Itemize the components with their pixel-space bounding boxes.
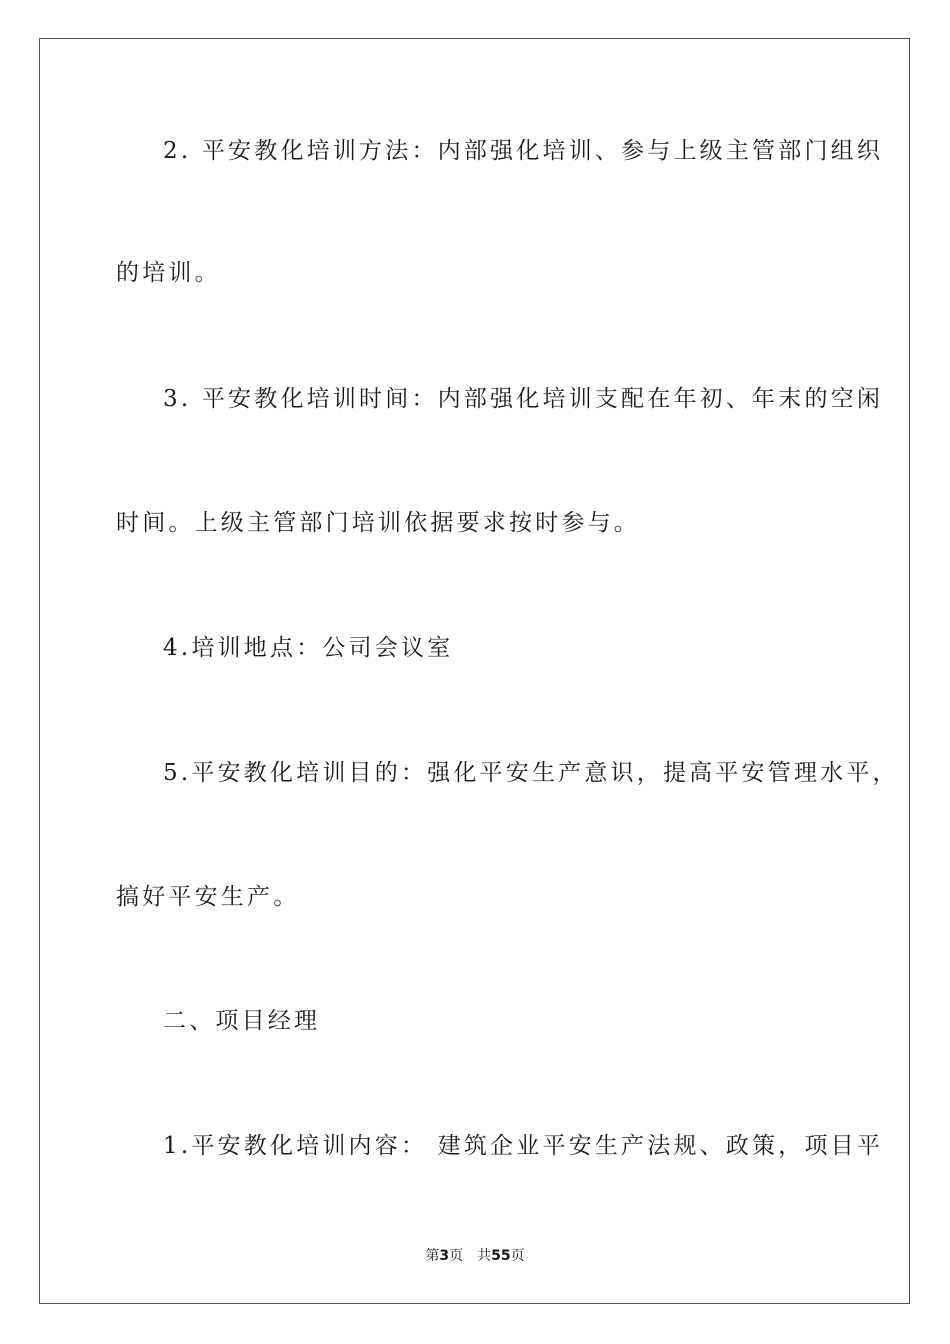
- page-border: [39, 38, 910, 1304]
- paragraph-line-5: 4.培训地点：公司会议室: [163, 635, 454, 661]
- paragraph-line-4: 时间。上级主管部门培训依据要求按时参与。: [116, 510, 640, 536]
- paragraph-line-6: 5.平安教化培训目的：强化平安生产意识，提高平安管理水平，: [163, 760, 899, 786]
- paragraph-line-3: 3. 平安教化培训时间：内部强化培训支配在年初、年末的空闲: [163, 386, 884, 412]
- paragraph-line-9: 1.平安教化培训内容： 建筑企业平安生产法规、政策，项目平: [163, 1133, 884, 1159]
- paragraph-line-2: 的培训。: [116, 260, 221, 286]
- total-suffix: 页: [510, 1248, 525, 1264]
- paragraph-line-7: 搞好平安生产。: [116, 884, 300, 910]
- page-suffix: 页: [449, 1248, 464, 1264]
- page-number: 3: [439, 1248, 450, 1264]
- page-footer: [0, 1247, 950, 1265]
- paragraph-line-1: 2. 平安教化培训方法：内部强化培训、参与上级主管部门组织: [163, 138, 884, 164]
- total-prefix: 共: [477, 1248, 492, 1264]
- section-heading: 二、项目经理: [163, 1008, 321, 1034]
- total-pages: 55: [491, 1248, 511, 1264]
- page-prefix: 第: [425, 1248, 440, 1264]
